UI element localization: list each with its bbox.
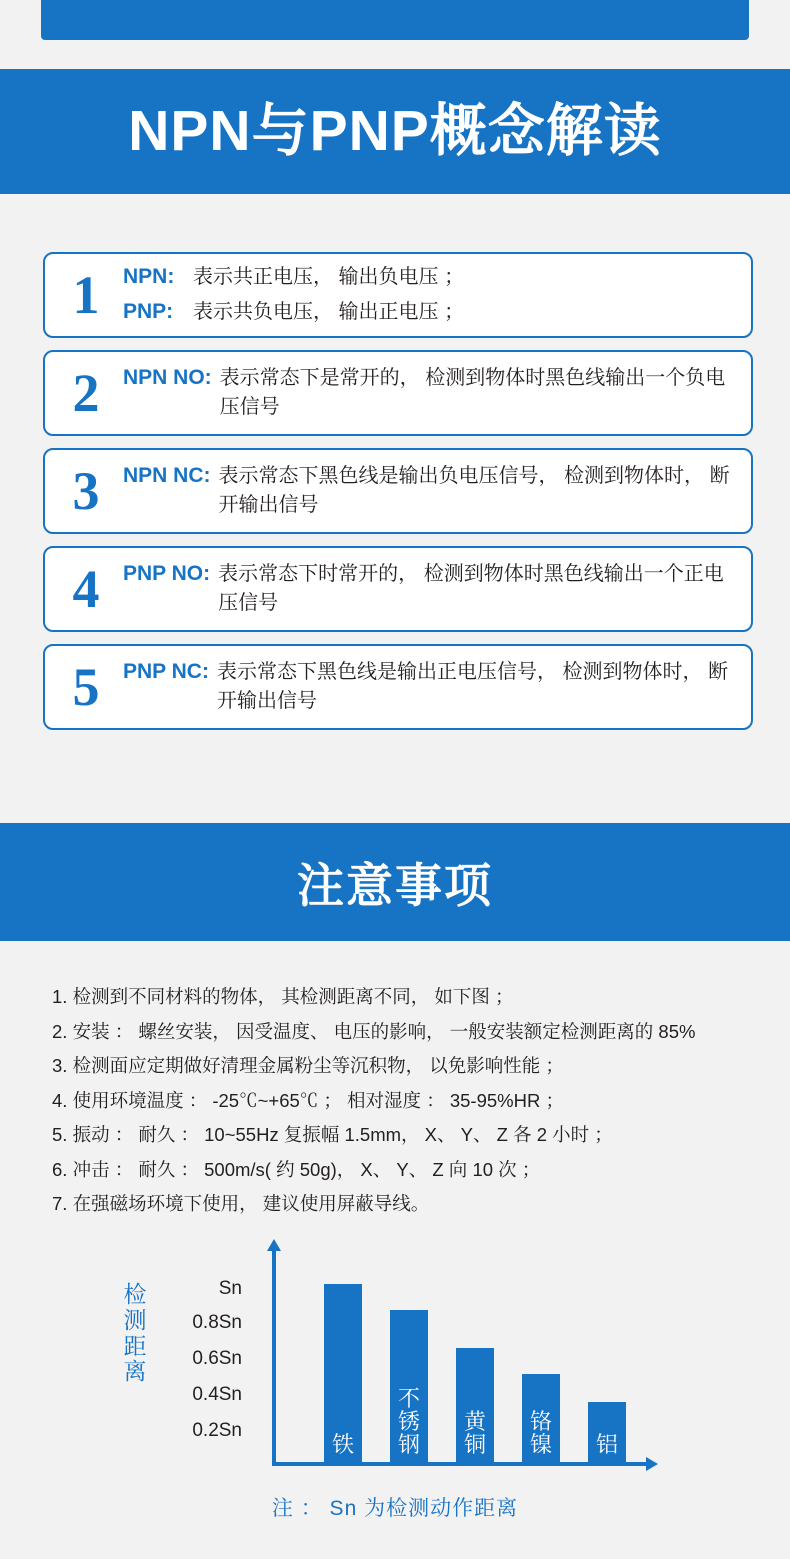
note-item: 7. 在强磁场环境下使用， 建议使用屏蔽导线。 xyxy=(52,1193,430,1214)
bar-label: 铬镍 xyxy=(529,1408,552,1457)
concept-list xyxy=(43,252,753,742)
item-line xyxy=(123,263,737,292)
main-title-banner xyxy=(0,69,790,194)
note-item: 2. 安装 ： 螺丝安装， 因受温度、 电压的影响， 一般安装额定检测距离的 85% xyxy=(52,1020,696,1042)
chart-bars xyxy=(276,1250,646,1462)
item-body xyxy=(123,364,737,422)
list-item xyxy=(43,644,753,730)
item-number: 2 xyxy=(72,363,100,423)
item-number: 1 xyxy=(72,265,100,325)
item-text: 表示共正电压， 输出负电压 ； xyxy=(193,266,465,288)
item-body xyxy=(123,462,737,520)
chart-x-axis xyxy=(272,1462,647,1466)
list-item xyxy=(43,252,753,338)
item-number: 3 xyxy=(72,461,100,521)
item-text: 表示常态下黑色线是输出正电压信号， 检测到物体时， 断开输出信号 xyxy=(216,661,729,712)
item-number: 4 xyxy=(72,559,100,619)
chart-annotation: 注 ： Sn 为检测动作距离 xyxy=(271,1497,519,1520)
bar-label: 铝 xyxy=(595,1431,618,1457)
list-item xyxy=(43,546,753,632)
bar xyxy=(522,1374,560,1462)
bar xyxy=(390,1310,428,1462)
item-text: 表示常态下时常开的， 检测到物体时黑色线输出一个正电压信号 xyxy=(218,563,724,614)
note-item: 5. 振动 ： 耐久 ： 10~55Hz 复振幅 1.5mm， X、 Y、 Z 各 2 小时 ； xyxy=(52,1124,613,1145)
note-item: 6. 冲击 ： 耐久 ： 500m/s( 约 50g)， X、 Y、 Z 向 10 次 ； xyxy=(52,1158,541,1180)
item-body xyxy=(123,263,737,327)
item-text: 表示常态下黑色线是输出负电压信号， 检测到物体时， 断开输出信号 xyxy=(218,465,730,516)
notice-title: 注意事项 xyxy=(297,858,493,912)
notes-list xyxy=(52,988,752,1230)
item-text: 表示常态下是常开的， 检测到物体时黑色线输出一个负电压信号 xyxy=(219,367,726,418)
chart-y-axis-title: 检测距离 xyxy=(123,1281,147,1385)
y-tick-label: 0.4Sn xyxy=(192,1384,242,1405)
item-line xyxy=(123,298,737,327)
bar xyxy=(324,1284,362,1462)
bar-label: 黄铜 xyxy=(463,1408,486,1457)
y-tick-label: 0.2Sn xyxy=(192,1420,242,1441)
item-body xyxy=(123,658,737,716)
item-label: NPN: xyxy=(123,265,175,288)
notice-banner xyxy=(0,823,790,941)
bar-label: 不锈钢 xyxy=(397,1385,420,1457)
y-tick-label: 0.6Sn xyxy=(192,1348,242,1369)
note-item: 4. 使用环境温度 ： -25℃~+65℃ ； 相对湿度 ： 35-95%HR ； xyxy=(52,1089,564,1111)
note-item: 3. 检测面应定期做好清理金属粉尘等沉积物， 以免影响性能 ； xyxy=(52,1055,564,1076)
item-label: PNP NC: xyxy=(123,660,209,683)
y-tick-label: Sn xyxy=(218,1278,242,1299)
item-label: NPN NO: xyxy=(123,366,212,389)
item-body xyxy=(123,560,737,618)
bar xyxy=(456,1348,494,1462)
bar xyxy=(588,1402,626,1462)
detection-distance-chart xyxy=(0,1240,790,1559)
item-number: 5 xyxy=(72,657,100,717)
bar-label: 铁 xyxy=(331,1431,354,1457)
list-item xyxy=(43,448,753,534)
list-item xyxy=(43,350,753,436)
note-item: 1. 检测到不同材料的物体， 其检测距离不同， 如下图 ； xyxy=(52,986,514,1007)
top-blue-strip xyxy=(41,0,749,40)
item-label: NPN NC: xyxy=(123,464,211,487)
item-label: PNP NO: xyxy=(123,562,211,585)
y-tick-label: 0.8Sn xyxy=(192,1312,242,1333)
item-label: PNP: xyxy=(123,300,174,323)
item-text: 表示共负电压， 输出正电压 ； xyxy=(193,301,465,323)
page-title: NPN与PNP概念解读 xyxy=(128,99,662,163)
